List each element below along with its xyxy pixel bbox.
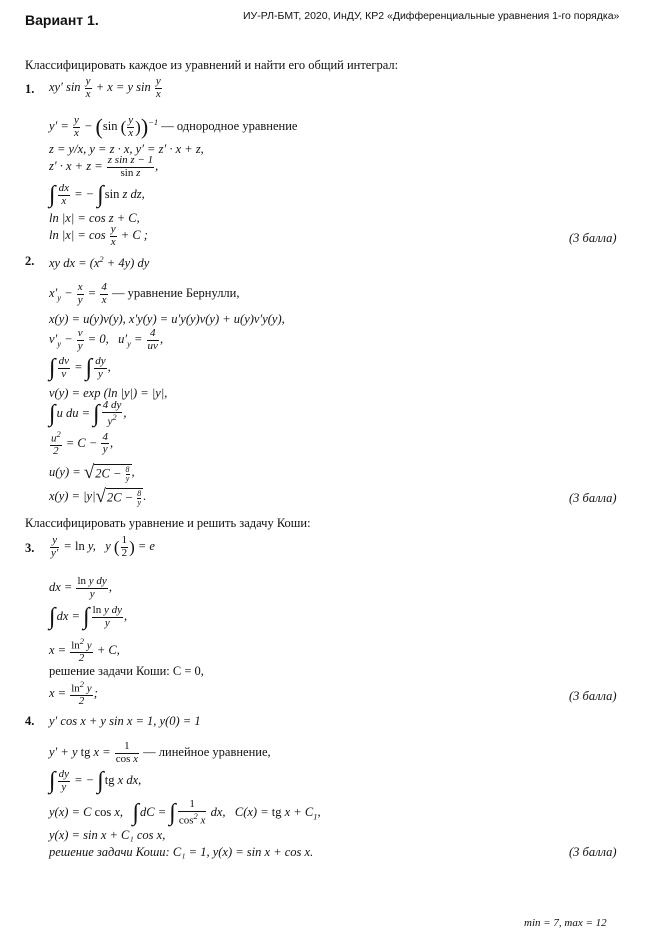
problem-2-step-6: ∫u du = ∫ $\frac{4 dy}{y^2}$ ,	[49, 399, 127, 428]
problem-3-step-1: dx = $\frac{\text{ln y dy}}{y}$ ,	[49, 575, 112, 600]
section-classify-cauchy: Классифицировать уравнение и решить задачу Коши:	[25, 516, 311, 530]
problem-2-step-7: $\frac{u^2}{2}$ = C − $\frac{4}{y}$ ,	[51, 429, 114, 458]
problem-2-points: (3 балла)	[569, 491, 617, 505]
problem-1-step-1: y′ = $\frac{y}{x}$ − (sin ( $\frac{y}{x}$ ))$^{-1}$ — однородное уравнение	[49, 114, 298, 140]
problem-3-step-3: x = $\frac{\ln^2 y}{2}$ + C,	[49, 636, 120, 665]
problem-1-number: 1.	[25, 82, 35, 96]
problem-2-step-2: x(y) = u(y)v(y), x′y(y) = u′y(y)v(y) + u(y)v′y(y),	[49, 312, 285, 326]
problem-4-step-3: y(x) = C cos x, ∫dC = ∫ $\frac{1}{\cos^2 x}$ dx, C(x) = tg $x + C_1$,	[49, 798, 321, 827]
problem-1-step-3: z′ · x + z = $\frac{\text{z sin z − 1}}{\text{sin z}}$ ,	[49, 154, 159, 179]
problem-2-step-5: v(y) = exp (ln |y|) = |y|,	[49, 386, 168, 400]
problem-1-type: — однородное уравнение	[161, 118, 298, 133]
problem-1-step-6: ln |x| = cos $\frac{y}{x}$ + C ;	[49, 223, 148, 248]
problem-2-step-9: x(y) = |y|√2C − $\frac{8}{y}$ .	[49, 486, 147, 507]
course-header: ИУ-РЛ-БМТ, 2020, ИнДУ, КР2 «Дифференциальные уравнения 1-го порядка»	[243, 10, 620, 22]
problem-2-type: — уравнение Бернулли,	[111, 285, 240, 300]
problem-3-number: 3.	[25, 541, 35, 555]
problem-1-equation: xy′ sin $\frac{y}{x}$ + x = y sin $\frac{y}{x}$	[49, 75, 161, 100]
problem-2-step-3: $v'_y$ − $\frac{v}{y}$ = 0, $u'_y$ = $\frac{4}{uv}$ ,	[49, 327, 164, 352]
score-range: min = 7, max = 12	[524, 917, 607, 929]
problem-1-step-4: ∫ $\frac{dx}{x}$ = − ∫sin z dz,	[49, 182, 145, 209]
problem-1-points: (3 балла)	[569, 231, 617, 245]
problem-2-equation: xy dx = $(x^2 + 4y)$ dy	[49, 254, 150, 271]
problem-2-step-1: $x'_y$ − $\frac{x}{y}$ = $\frac{4}{x}$ — уравнение Бернулли,	[49, 281, 240, 306]
problem-4-number: 4.	[25, 714, 35, 728]
problem-4-step-2: ∫ $\frac{dy}{y}$ = − ∫tg x dx,	[49, 768, 142, 795]
problem-3-step-5: x = $\frac{\ln^2 y}{2}$ ;	[49, 679, 98, 708]
variant-title: Вариант 1.	[25, 12, 99, 28]
problem-4-step-4: y(x) = sin x + C₁ cos x,	[49, 828, 166, 842]
problem-1-step-5: ln |x| = cos z + C,	[49, 211, 140, 225]
problem-3-equation: $\frac{y}{y'}$ = ln y, y ( $\frac{1}{2}$ ) = e	[51, 534, 155, 559]
problem-3-points: (3 балла)	[569, 689, 617, 703]
problem-4-step-5: решение задачи Коши: C₁ = 1, y(x) = sin x + cos x.	[49, 845, 314, 859]
problem-4-equation: y′ cos x + y sin x = 1, y(0) = 1	[49, 714, 201, 728]
problem-3-step-4: решение задачи Коши: C = 0,	[49, 664, 204, 678]
problem-2-step-4: ∫ $\frac{dv}{v}$ = ∫ $\frac{dy}{y}$ ,	[49, 355, 111, 382]
problem-4-type: — линейное уравнение,	[143, 744, 271, 759]
problem-2-number: 2.	[25, 254, 35, 268]
problem-2-step-8: u(y) = √2C − $\frac{8}{y}$ ,	[49, 462, 135, 483]
problem-3-step-2: ∫dx = ∫ $\frac{\text{ln y dy}}{y}$ ,	[49, 604, 128, 631]
problem-1-step-2: z = y/x, y = z · x, y′ = z′ · x + z,	[49, 142, 204, 156]
section-classify-general: Классифицировать каждое из уравнений и найти его общий интеграл:	[25, 58, 399, 72]
problem-4-points: (3 балла)	[569, 845, 617, 859]
problem-4-step-1: y′ + y tg x = $\frac{1}{\text{cos x}}$ — линейное уравнение,	[49, 740, 271, 765]
